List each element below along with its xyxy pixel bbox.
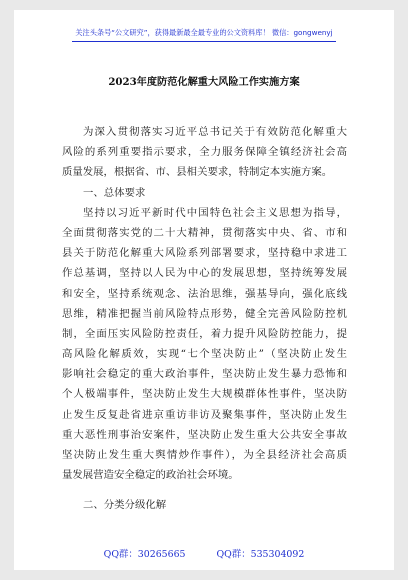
body-line: 质量发展，根据省、市、县相关要求，特制定本实施方案。	[62, 166, 333, 179]
body-line: 风险的系列重要指示要求，全力服务保障全镇经济社会高	[62, 146, 347, 159]
body-line: 作总基调，坚持以人民为中心的发展思想，坚持统筹发展	[62, 267, 347, 280]
document-body	[62, 122, 347, 516]
footer-qq-group-2: QQ群：535304092	[216, 549, 305, 560]
page-footer	[14, 546, 394, 560]
section-heading-1: 一、总体要求	[83, 186, 146, 199]
body-line: 和安全，坚持系统观念、法治思维，强基导向，强化底线	[62, 287, 347, 300]
body-line: 个人极端事件，坚决防止发生大规模群体性事件，坚决防	[62, 388, 347, 401]
document-title: 2023年度防范化解重大风险工作实施方案	[108, 76, 300, 88]
body-line: 为深入贯彻落实习近平总书记关于有效防范化解重大	[83, 126, 347, 138]
header-divider	[72, 41, 336, 42]
footer-qq-group-1: QQ群：30265665	[103, 549, 186, 560]
paragraph-gap	[62, 485, 347, 495]
body-line: 止发生反复赴省进京重访非访及聚集事件，坚决防止发生	[62, 408, 347, 421]
section-heading-2: 二、分类分级化解	[83, 499, 167, 512]
body-line: 全面贯彻落实党的二十大精神，贯彻落实中央、省、市和	[62, 226, 347, 239]
document-page	[14, 10, 394, 570]
body-line: 坚持以习近平新时代中国特色社会主义思想为指导，	[83, 206, 347, 219]
body-line: 量发展营造安全稳定的政治社会环境。	[62, 469, 239, 482]
body-line: 影响社会稳定的重大政治事件，坚决防止发生暴力恐怖和	[62, 368, 347, 381]
body-line: 县关于防范化解重大风险系列部署要求，坚持稳中求进工	[62, 247, 347, 260]
body-line: 重大恶性刑事治安案件，坚决防止发生重大公共安全事故	[62, 428, 347, 441]
body-line: 制，全面压实风险防控责任，着力提升风险防控能力，提	[62, 327, 347, 340]
body-line: 坚决防止发生重大舆情炒作事件），为全县经济社会高质	[62, 449, 347, 461]
body-line: 思维，精准把握当前风险特点形势，健全完善风险防控机	[62, 307, 347, 320]
body-line: 高风险化解质效，实现“七个坚决防止”（坚决防止发生	[62, 348, 347, 361]
page-header-note: 关注头条号“公文研究”，获得最新最全最专业的公文资料库！ 微信：gongwenyj	[75, 28, 333, 37]
